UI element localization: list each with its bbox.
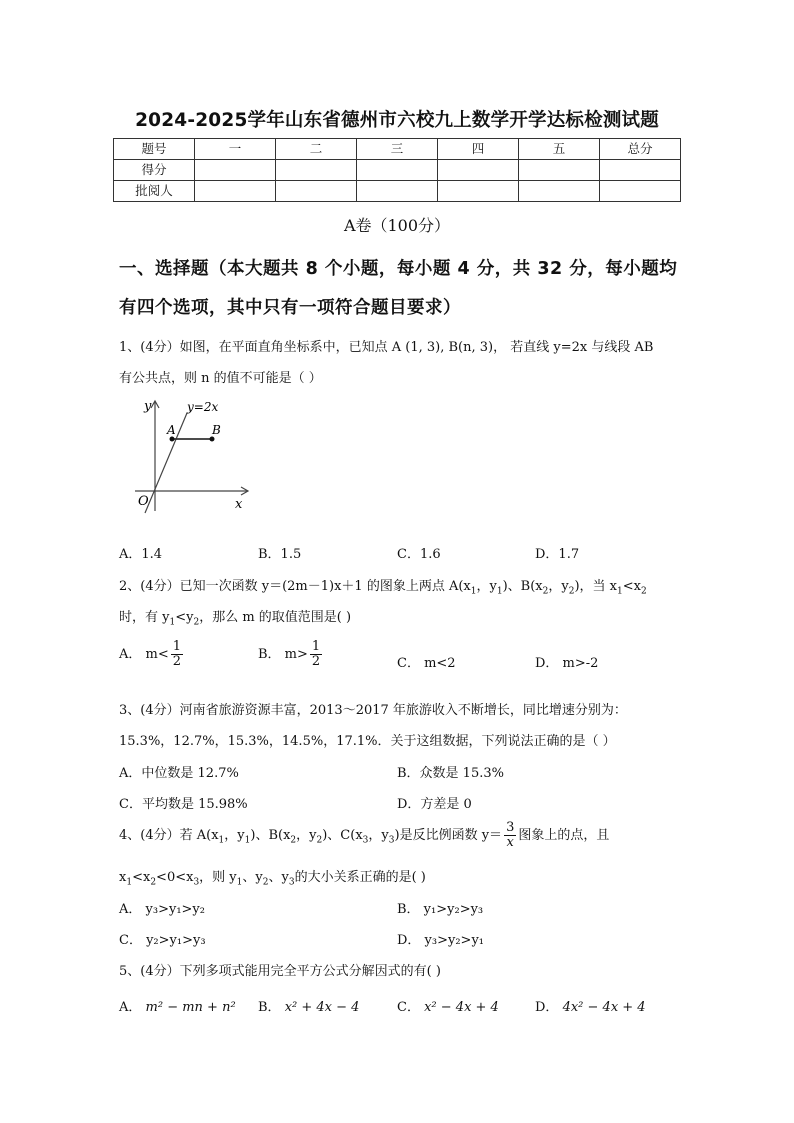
cell (438, 181, 519, 202)
cell: 一 (195, 139, 276, 160)
cell (276, 181, 357, 202)
cell (276, 160, 357, 181)
q1-line1: 1、(4分）如图，在平面直角坐标系中，已知点 A (1, 3), B(n, 3)， 若直线 y=2x 与线段 AB (119, 340, 654, 355)
cell (195, 181, 276, 202)
cell (519, 181, 600, 202)
origin-label: O (138, 494, 149, 509)
point-a (170, 437, 175, 442)
q5-option-a: A． m² − mn + n² (119, 1000, 236, 1015)
score-table (113, 138, 681, 202)
point-a-label: A (167, 423, 176, 437)
score-row-header (114, 139, 681, 160)
point-b-label: B (212, 423, 221, 437)
q4-option-b: B． y₁>y₂>y₃ (397, 902, 484, 917)
cell (519, 160, 600, 181)
q1-option-d: D．1.7 (535, 547, 580, 562)
q5-option-c: C． x² − 4x + 4 (397, 1000, 499, 1015)
q2-line2: 时，有 $y_1<y_2$，那么 m 的取值范围是( ) (119, 610, 352, 628)
q2-option-d: D． m>-2 (535, 656, 599, 671)
q1-option-a: A．1.4 (119, 547, 163, 562)
cell (600, 160, 681, 181)
fraction: $\frac{1}{2}$ (172, 639, 182, 669)
q3-line1: 3、(4分）河南省旅游资源丰富，2013～2017 年旅游收入不断增长，同比增速分别为： (119, 703, 627, 718)
cell (357, 181, 438, 202)
cell: 二 (276, 139, 357, 160)
part1-heading-line2: 有四个选项，其中只有一项符合题目要求） (119, 298, 461, 318)
cell: 三 (357, 139, 438, 160)
fraction: $\frac{1}{2}$ (311, 639, 321, 669)
q4-line2: $x_1<x_2<0<x_3$，则 $y_1$、$y_2$、$y_3$的大小关系正确的是( ) (119, 870, 426, 888)
q3-line2: 15.3%，12.7%，15.3%，14.5%，17.1%．关于这组数据，下列说法正确的是（ ） (119, 734, 616, 749)
cell: 四 (438, 139, 519, 160)
cell (357, 160, 438, 181)
point-b (210, 437, 215, 442)
fraction: $\frac{3}{x}$ (506, 820, 515, 850)
cell (438, 160, 519, 181)
score-row-grader (114, 181, 681, 202)
q5-line1: 5、(4分）下列多项式能用完全平方公式分解因式的有( ) (119, 964, 441, 979)
cell: 批阅人 (114, 181, 195, 202)
x-axis-label: x (235, 497, 243, 512)
q4-line1: 4、(4分）若 $A(x_1$，$y_1$)、$B(x_2$，$y_2$)、$C(x_3$，$y_3$)是反比例函数 y＝ $\frac{3}{x}$ 图象上的点，且 (119, 820, 610, 850)
score-row-score (114, 160, 681, 181)
cell (195, 160, 276, 181)
section-a-heading: A卷（100分） (343, 216, 451, 235)
q3-option-a: A．中位数是 12.7% (119, 766, 239, 781)
q4-option-a: A． y₃>y₁>y₂ (119, 902, 205, 917)
page-title: 2024-2025学年山东省德州市六校九上数学开学达标检测试题 (135, 110, 659, 131)
cell: 五 (519, 139, 600, 160)
q3-option-b: B．众数是 15.3% (397, 766, 504, 781)
cell: 题号 (114, 139, 195, 160)
q2-option-b: B． m> $\frac{1}{2}$ (258, 639, 321, 669)
cell (600, 181, 681, 202)
q3-option-d: D．方差是 0 (397, 797, 472, 812)
y-axis-label: y (144, 399, 152, 414)
part1-heading-line1: 一、选择题（本大题共 8 个小题，每小题 4 分，共 32 分，每小题均 (119, 259, 678, 279)
cell: 总分 (600, 139, 681, 160)
q1-option-b: B．1.5 (258, 547, 302, 562)
q1-line2: 有公共点，则 n 的值不可能是（ ） (119, 371, 322, 386)
q1-figure (130, 393, 255, 518)
line-label: y=2x (187, 400, 219, 414)
q5-option-d: D． 4x² − 4x + 4 (535, 1000, 646, 1015)
q1-option-c: C．1.6 (397, 547, 441, 562)
q4-option-d: D． y₃>y₂>y₁ (397, 933, 485, 948)
q2-option-c: C． m<2 (397, 656, 456, 671)
cell: 得分 (114, 160, 195, 181)
q3-option-c: C．平均数是 15.98% (119, 797, 248, 812)
q4-option-c: C． y₂>y₁>y₃ (119, 933, 206, 948)
q2-option-a: A． m< $\frac{1}{2}$ (119, 639, 182, 669)
q2-line1: 2、(4分）已知一次函数 y＝(2m－1)x＋1 的图象上两点 $A(x_1$，$y_1$)、$B(x_2$，$y_2$)，当 $x_1<x_2$ (119, 579, 647, 597)
q5-option-b: B． x² + 4x − 4 (258, 1000, 360, 1015)
line-y-2x (145, 413, 187, 513)
